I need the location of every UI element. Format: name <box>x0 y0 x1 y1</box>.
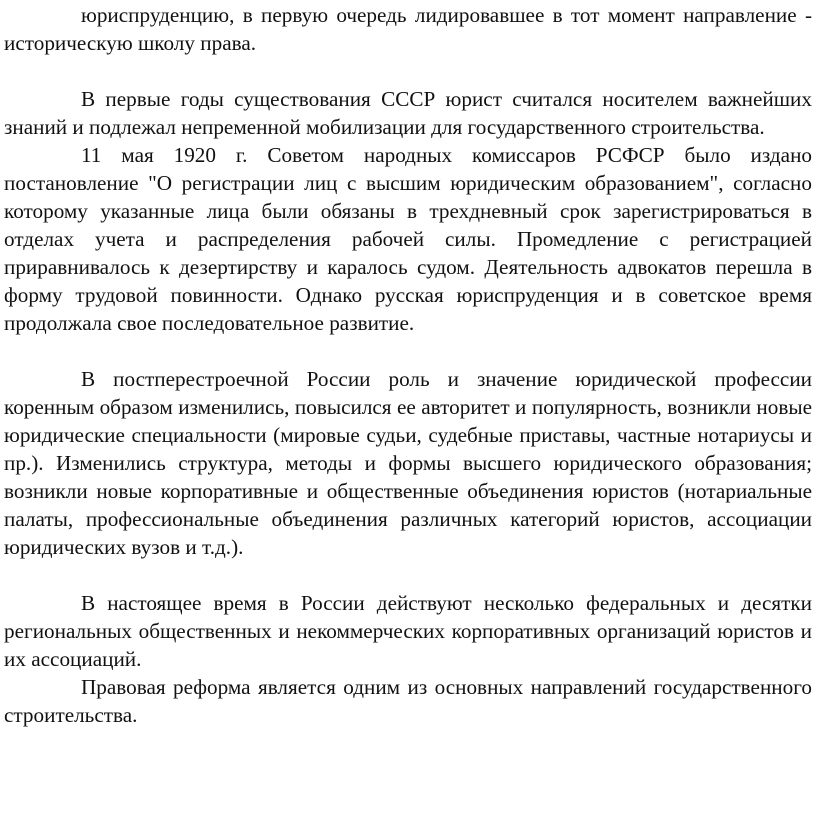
document-page <box>4 1 812 729</box>
paragraph-1920-registration-decree: 11 мая 1920 г. Советом народных комиссаров РСФСР было издано постановление "О регистрации лиц с высшим юридическим образованием", согласно которому указанные лица были обязаны в трехдневный срок зарегистрироваться в отделах учета и распределения рабочей силы. Промедление с регистрацией приравнивалось к дезертирству и каралось судом. Деятельность адвокатов перешла в форму трудовой повинности. Однако русская юриспруденция и в советское время продолжала свое последовательное развитие. <box>4 143 812 335</box>
paragraph-ussr-lawyer-mobilization: В первые годы существования СССР юрист считался носителем важнейших знаний и подлежал непременной мобилизации для государственного строительства. <box>4 87 812 139</box>
paragraph-legal-reform: Правовая реформа является одним из основных направлений государственного строительства. <box>4 675 812 727</box>
paragraph-spacer <box>4 561 812 589</box>
paragraph-post-perestroika: В постперестроечной России роль и значение юридической профессии коренным образом изменились, повысился ее авторитет и популярность, возникли новые юридические специальности (мировые судьи, судебные приставы, частные нотариусы и пр.). Изменились структура, методы и формы высшего юридического образования; возникли новые корпоративные и общественные объединения юристов (нотариальные палаты, профессиональные объединения различных категорий юристов, ассоциации юридических вузов и т.д.). <box>4 367 812 559</box>
paragraph-historical-school: юриспруденцию, в первую очередь лидировавшее в тот момент направление - историческую школу права. <box>4 3 812 55</box>
paragraph-spacer <box>4 57 812 85</box>
paragraph-spacer <box>4 337 812 365</box>
paragraph-lawyer-organizations: В настоящее время в России действуют несколько федеральных и десятки региональных общественных и некоммерческих корпоративных организаций юристов и их ассоциаций. <box>4 591 812 671</box>
